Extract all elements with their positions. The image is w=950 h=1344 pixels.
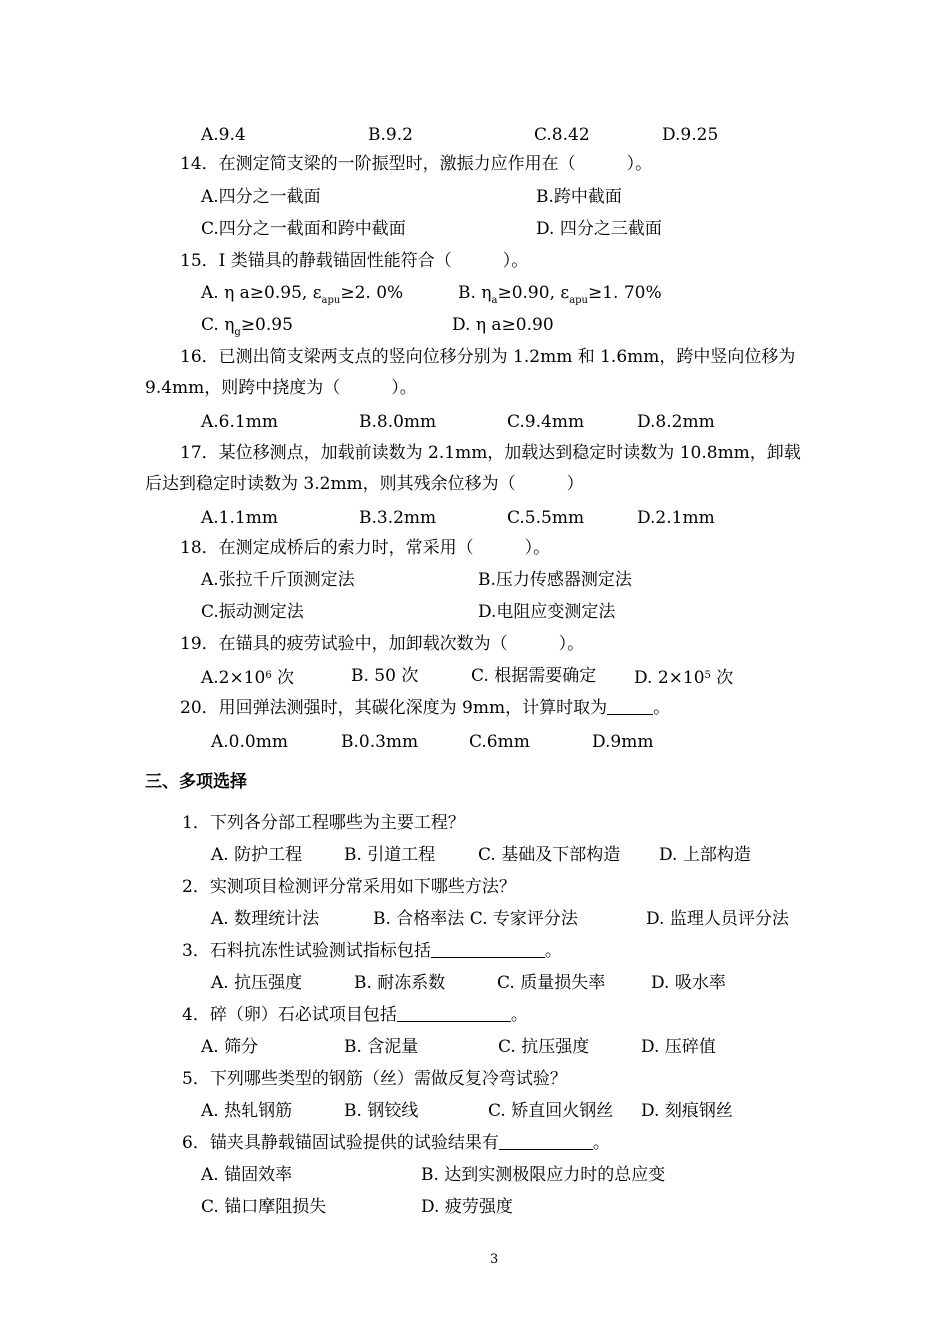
multi-question-6-stem: 6．锚夹具静载锚固试验提供的试验结果有 。 <box>182 1133 610 1153</box>
multi-question-2-stem: 2．实测项目检测评分常采用如下哪些方法？ <box>182 877 516 897</box>
option-a: $A.2\times 10^6$ 次 <box>201 668 295 688</box>
option-c: C. 质量损失率 <box>497 973 606 993</box>
option-d: D.电阻应变测定法 <box>478 602 616 622</box>
answer-blank[interactable] <box>499 1132 593 1150</box>
option-d: D. $2\times 10^5$ 次 <box>634 668 734 688</box>
option-a: A. 热轧钢筋 <box>201 1101 293 1121</box>
option-a: A.0.0mm <box>211 732 288 752</box>
option-d: D.2.1mm <box>637 508 715 528</box>
option-b: B. 钢铰线 <box>344 1101 419 1121</box>
question-15-stem: 15．I 类锚具的静载锚固性能符合（ ）。 <box>180 251 529 271</box>
question-16-stem-line2: 9.4mm，则跨中挠度为（ ）。 <box>145 378 417 398</box>
option-c: C. 矫直回火钢丝 <box>488 1101 614 1121</box>
option-b: B. 合格率法 C. 专家评分法 <box>373 909 578 929</box>
option-d: D. η a≥0.90 <box>452 315 554 335</box>
multi-question-3-stem: 3．石料抗冻性试验测试指标包括 。 <box>182 941 562 961</box>
option-a: A.9.4 <box>201 125 246 145</box>
option-c: C. 根据需要确定 <box>471 666 597 686</box>
option-c: C. 基础及下部构造 <box>478 845 621 865</box>
question-20-stem: 20．用回弹法测强时，其碳化深度为 9mm，计算时取为 。 <box>180 698 671 718</box>
option-a: A.张拉千斤顶测定法 <box>201 570 355 590</box>
option-b: B.0.3mm <box>341 732 419 752</box>
option-d: D.9.25 <box>662 125 719 145</box>
question-16-stem-line1: 16．已测出简支梁两支点的竖向位移分别为 1.2mm 和 1.6mm，跨中竖向位移为 <box>180 347 796 367</box>
option-a: A. 防护工程 <box>211 845 303 865</box>
option-d: D.8.2mm <box>637 412 715 432</box>
multi-question-4-stem: 4．碎（卵）石必试项目包括 。 <box>182 1005 528 1025</box>
option-c: C.振动测定法 <box>201 602 304 622</box>
option-a: A. 筛分 <box>201 1037 259 1057</box>
question-17-stem-line1: 17．某位移测点，加载前读数为 2.1mm，加载达到稳定时读数为 10.8mm，卸载 <box>180 443 801 463</box>
option-b: B.压力传感器测定法 <box>478 570 632 590</box>
option-b: B. 50 次 <box>351 666 419 686</box>
option-b: B.9.2 <box>368 125 413 145</box>
section-heading: 三、多项选择 <box>145 772 247 792</box>
multi-question-5-stem: 5．下列哪些类型的钢筋（丝）需做反复冷弯试验？ <box>182 1069 567 1089</box>
option-d: D. 吸水率 <box>651 973 726 993</box>
option-c: C.9.4mm <box>507 412 585 432</box>
option-b: B.3.2mm <box>359 508 437 528</box>
option-b: B. $\eta_a\ge 0.90$, $\varepsilon_{apu}\ge 1$. 70% <box>458 283 662 306</box>
option-d: D. 监理人员评分法 <box>646 909 789 929</box>
option-a: A.1.1mm <box>201 508 278 528</box>
question-14-stem: 14．在测定简支梁的一阶振型时，激振力应作用在（ ）。 <box>180 154 653 174</box>
option-c: C.8.42 <box>534 125 590 145</box>
option-d: D. 刻痕钢丝 <box>641 1101 733 1121</box>
option-a: A. 数理统计法 <box>211 909 320 929</box>
question-19-stem: 19．在锚具的疲劳试验中，加卸载次数为（ ）。 <box>180 634 585 654</box>
option-a: A. 锚固效率 <box>201 1165 293 1185</box>
option-a: A. 抗压强度 <box>211 973 303 993</box>
answer-blank[interactable] <box>607 697 653 715</box>
option-b: B.跨中截面 <box>536 187 622 207</box>
page-number: 3 <box>490 1252 499 1267</box>
option-b: B. 含泥量 <box>344 1037 419 1057</box>
option-d: D. 疲劳强度 <box>421 1197 513 1217</box>
option-b: B. 达到实测极限应力时的总应变 <box>421 1165 666 1185</box>
option-c: C.5.5mm <box>507 508 585 528</box>
option-c: C. $\eta_g\ge 0.95$ <box>201 315 293 338</box>
option-c: C.6mm <box>469 732 530 752</box>
option-b: B. 引道工程 <box>344 845 436 865</box>
option-d: D. 四分之三截面 <box>536 219 662 239</box>
option-c: C. 抗压强度 <box>498 1037 590 1057</box>
multi-question-1-stem: 1．下列各分部工程哪些为主要工程？ <box>182 813 465 833</box>
question-17-stem-line2: 后达到稳定时读数为 3.2mm，则其残余位移为（ ） <box>145 474 584 494</box>
answer-blank[interactable] <box>397 1004 511 1022</box>
option-a: A.四分之一截面 <box>201 187 321 207</box>
option-c: C. 锚口摩阻损失 <box>201 1197 327 1217</box>
option-c: C.四分之一截面和跨中截面 <box>201 219 406 239</box>
question-18-stem: 18．在测定成桥后的索力时，常采用（ ）。 <box>180 538 551 558</box>
option-d: D.9mm <box>592 732 654 752</box>
option-b: B. 耐冻系数 <box>354 973 446 993</box>
option-b: B.8.0mm <box>359 412 437 432</box>
option-a: A. η a≥0.95, $\varepsilon_{apu}\ge 2$. 0% <box>201 283 404 306</box>
option-d: D. 压碎值 <box>641 1037 716 1057</box>
option-d: D. 上部构造 <box>659 845 751 865</box>
answer-blank[interactable] <box>431 940 545 958</box>
option-a: A.6.1mm <box>201 412 278 432</box>
